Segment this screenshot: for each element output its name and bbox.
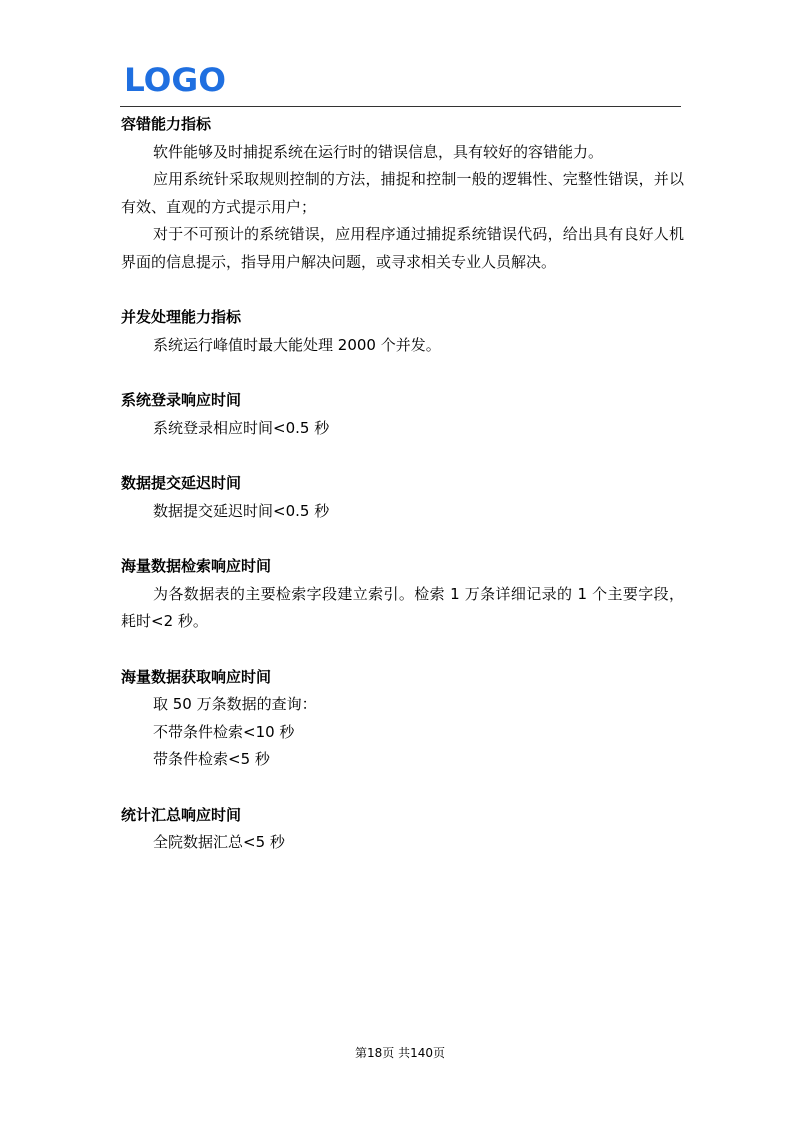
page-number: 第18页 共140页 — [355, 1046, 445, 1060]
section-mass-fetch — [121, 664, 684, 774]
paragraph: 不带条件检索<10 秒 — [153, 722, 295, 741]
section-submit-delay — [121, 470, 684, 525]
section-statistics — [121, 802, 684, 857]
paragraph: 对于不可预计的系统错误，应用程序通过捕捉系统错误代码，给出具有良好人机界面的信息提示，指导用户解决问题，或寻求相关专业人员解决。 — [121, 225, 684, 271]
paragraph: 全院数据汇总<5 秒 — [153, 833, 285, 851]
section-heading: 容错能力指标 — [121, 115, 212, 133]
paragraph: 软件能够及时捕捉系统在运行时的错误信息，具有较好的容错能力。 — [153, 142, 604, 161]
paragraph: 带条件检索<5 秒 — [153, 750, 270, 768]
section-heading: 系统登录响应时间 — [121, 391, 242, 409]
header-divider — [120, 106, 681, 107]
section-heading: 数据提交延迟时间 — [121, 474, 242, 492]
section-heading: 海量数据获取响应时间 — [121, 667, 272, 686]
paragraph: 数据提交延迟时间<0.5 秒 — [153, 501, 330, 520]
section-login-response — [121, 387, 684, 442]
paragraph: 系统登录相应时间<0.5 秒 — [153, 418, 330, 437]
section-heading: 海量数据检索响应时间 — [121, 557, 272, 575]
paragraph: 为各数据表的主要检索字段建立索引。检索 1 万条详细记录的 1 个主要字段，耗时<2 秒。 — [121, 584, 684, 630]
logo — [124, 63, 226, 95]
section-concurrency — [121, 304, 684, 359]
logo-text: LOGO — [124, 63, 226, 95]
section-fault-tolerance — [121, 111, 684, 276]
paragraph: 应用系统针采取规则控制的方法，捕捉和控制一般的逻辑性、完整性错误，并以有效、直观的方式提示用户； — [121, 170, 684, 216]
section-mass-search — [121, 553, 684, 636]
paragraph: 系统运行峰值时最大能处理 2000 个并发。 — [153, 335, 441, 354]
document-body — [121, 111, 684, 885]
section-heading: 并发处理能力指标 — [121, 308, 242, 326]
paragraph: 取 50 万条数据的查询： — [153, 695, 317, 713]
section-heading: 统计汇总响应时间 — [121, 805, 242, 824]
